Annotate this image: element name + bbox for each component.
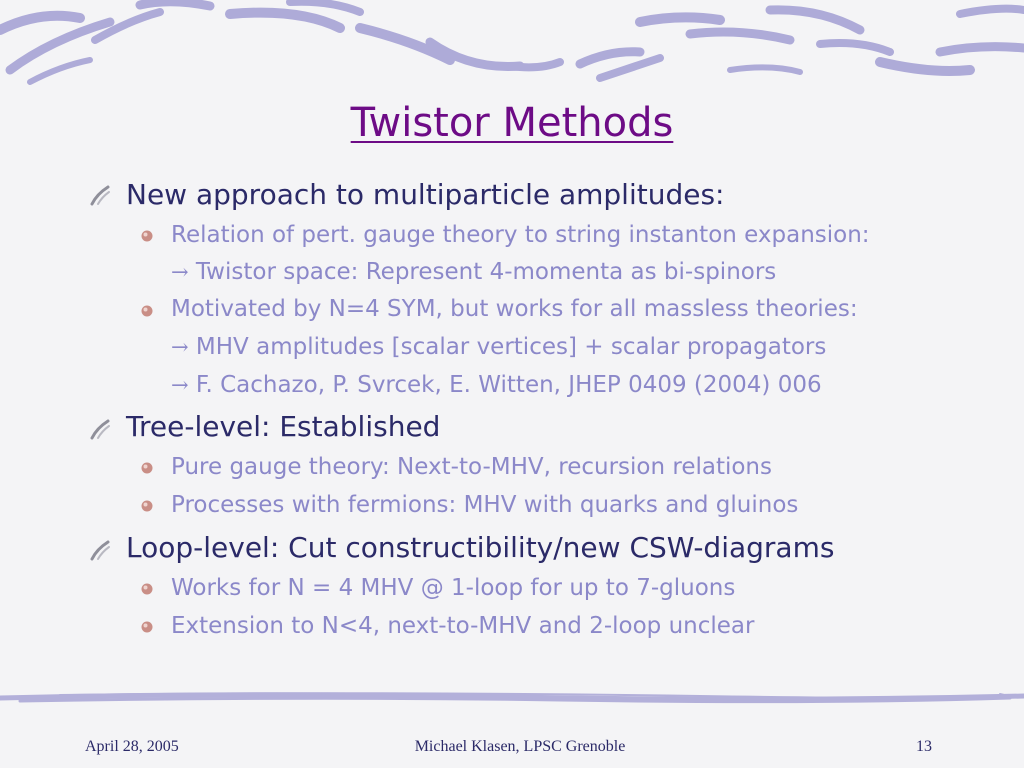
list-item (171, 257, 776, 287)
list-item: Processes with fermions: MHV with quarks and gluinos (171, 492, 799, 518)
decorative-divider (0, 688, 1024, 708)
list-item: New approach to multiparticle amplitudes: (126, 178, 725, 211)
list-item: Motivated by N=4 SYM, but works for all massless theories: (171, 296, 858, 322)
dot-bullet-icon (140, 304, 154, 318)
slide-title: Twistor Methods (350, 100, 674, 146)
arrow-icon: → (171, 373, 189, 397)
list-item: Works for N = 4 MHV @ 1-loop for up to 7-gluons (171, 575, 736, 601)
list-item: Pure gauge theory: Next-to-MHV, recursion relations (171, 454, 772, 480)
dot-bullet-icon (140, 620, 154, 634)
list-item (171, 332, 826, 362)
pen-stroke-icon (89, 184, 111, 206)
list-item (171, 370, 822, 400)
arrow-icon: → (171, 335, 189, 359)
dot-bullet-icon (140, 461, 154, 475)
list-item: Tree-level: Established (126, 410, 441, 443)
list-item: Relation of pert. gauge theory to string instanton expansion: (171, 222, 870, 248)
list-item: Loop-level: Cut constructibility/new CSW-diagrams (126, 531, 835, 564)
arrow-icon: → (171, 260, 189, 284)
pen-stroke-icon (89, 539, 111, 561)
dot-bullet-icon (140, 229, 154, 243)
dot-bullet-icon (140, 499, 154, 513)
list-item: Extension to N<4, next-to-MHV and 2-loop unclear (171, 613, 755, 639)
pen-stroke-icon (89, 418, 111, 440)
list-item-text: Twistor space: Represent 4-momenta as bi-spinors (195, 259, 777, 285)
page-number: 13 (916, 738, 932, 755)
footer-author: Michael Klasen, LPSC Grenoble (414, 738, 626, 755)
footer-date: April 28, 2005 (85, 738, 179, 755)
list-item-text: MHV amplitudes [scalar vertices] + scalar propagators (195, 334, 827, 360)
footer (0, 738, 1024, 760)
list-item-text: F. Cachazo, P. Svrcek, E. Witten, JHEP 0409 (2004) 006 (195, 372, 822, 398)
dot-bullet-icon (140, 582, 154, 596)
